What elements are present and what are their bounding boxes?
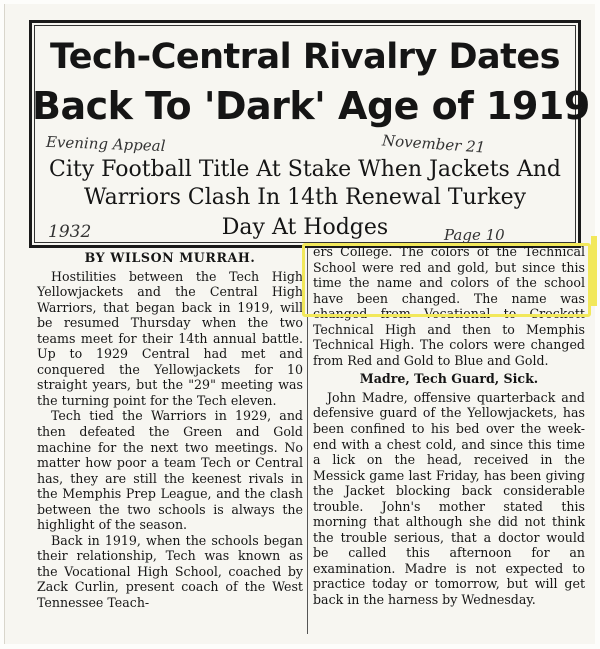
handwritten-source: Evening Appeal [45, 132, 166, 156]
subheadline-line-3: Day At Hodges [221, 215, 389, 240]
headline-line-2: Back To 'Dark' Age of 1919 [32, 84, 590, 128]
article-paragraph: John Madre, offensive quarterback and defensive guard of the Yellowjackets, has been confined to his bed over the week-end with a chest cold, and since this time a lick on the head, received in the Messick game last Friday, has been giving the Jacket blocking back considerable trouble. John's mother stated this morning that although she did not think the trouble serious, that a doctor would be called this afternoon for an examination. Madre is not expected to practice today or tomorrow, but will get back in the harness by Wednesday. [313, 389, 585, 608]
article-paragraph: Back in 1919, when the schools began their relationship, Tech was known as the Vocational High School, coached by Zack Curlin, present coach of the West Tennessee Teach- [37, 532, 303, 611]
highlight-marker-edge [591, 236, 597, 306]
article-paragraph-continued: ers College. The colors of the Technical School were red and gold, but since this time the name and colors of the school have been changed. The name was changed from Vocational to Crockett Technical High and then to Memphis Technical High. The colors were changed from Red and Gold to Blue and Gold. [313, 244, 585, 368]
article-left-column [37, 244, 303, 611]
byline: BY WILSON MURRAH. [84, 250, 256, 265]
article-paragraph: Hostilities between the Tech High Yellowjackets and the Central High Warriors, that began back in 1919, will be resumed Thursday when the two teams meet for their 14th annual battle. Up to 1929 Central had met and conquered the Yellowjackets for 10 straight years, but the "29" meeting was the turning point for the Tech eleven. [37, 268, 303, 408]
subheadline-line-1: City Football Title At Stake When Jackets And [49, 157, 561, 182]
subheadline-line-2: Warriors Clash In 14th Renewal Turkey [83, 185, 527, 210]
article-paragraph: Tech tied the Warriors in 1929, and then defeated the Green and Gold machine for the next two meetings. No matter how poor a team Tech or Central has, they are still the keenest rivals in the Memphis Prep League, and the clash between the two schools is always the highlight of the season. [37, 408, 303, 533]
section-subhead: Madre, Tech Guard, Sick. [359, 371, 539, 387]
handwritten-date: November 21 [381, 131, 486, 157]
highlight-marker-box [302, 243, 591, 317]
handwritten-page: Page 10 [444, 226, 505, 244]
headline-line-1: Tech-Central Rivalry Dates [50, 37, 560, 77]
handwritten-year: 1932 [48, 222, 92, 242]
headline-box [29, 20, 590, 248]
newspaper-clipping [4, 4, 595, 644]
